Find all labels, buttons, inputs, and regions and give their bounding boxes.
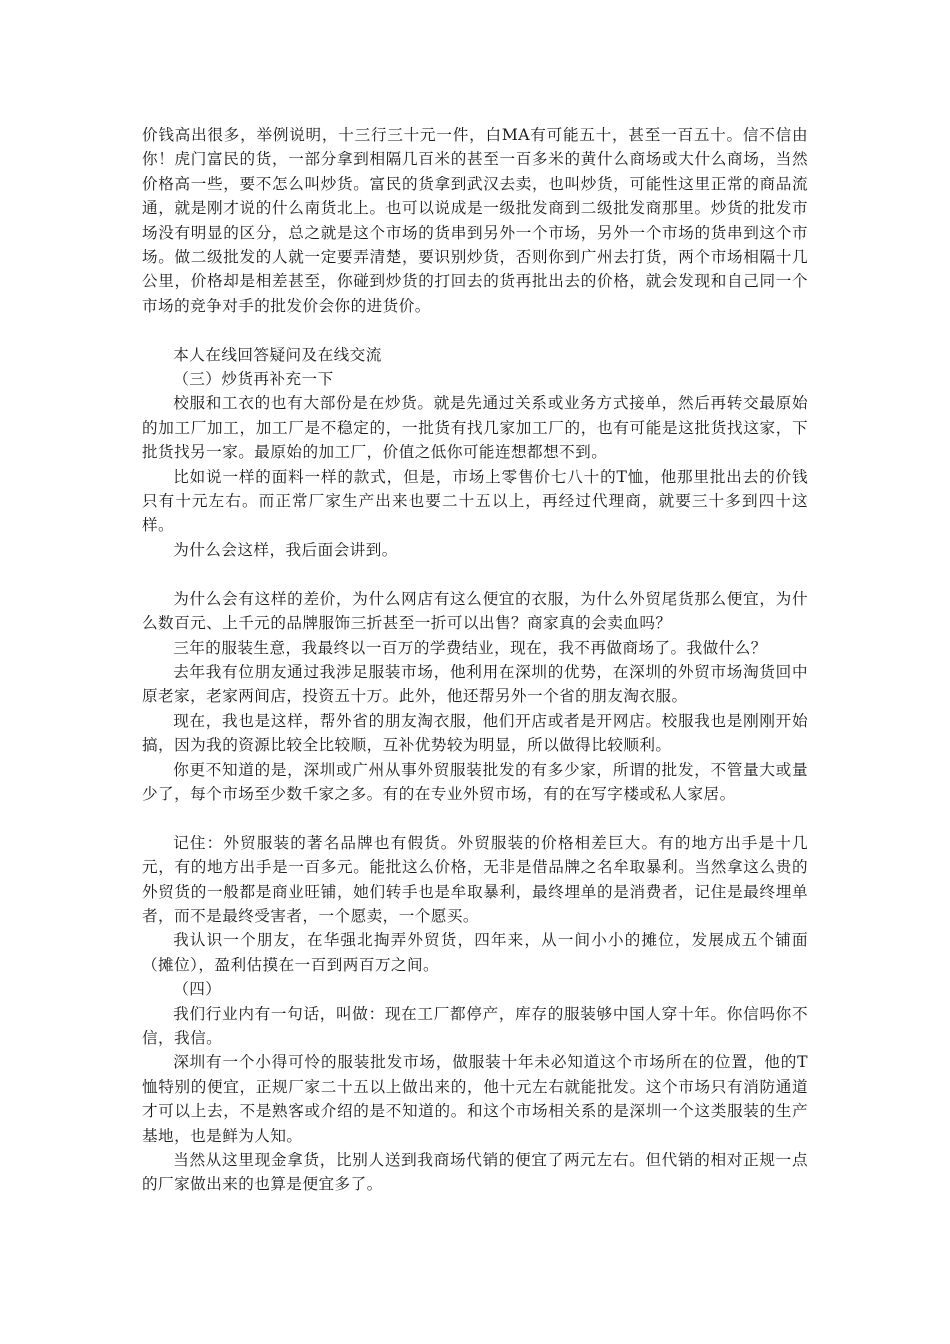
blank-line (142, 318, 808, 342)
paragraph: 当然从这里现金拿货，比别人送到我商场代销的便宜了两元左右。但代销的相对正规一点的厂家做出来的也算是便宜多了。 (142, 1151, 808, 1194)
paragraph: 现在，我也是这样，帮外省的朋友淘衣服，他们开店或者是开网店。校服我也是刚刚开始搞，因为我的资源比较全比较顺，互补优势较为明显，所以做得比较顺利。 (142, 711, 808, 755)
paragraph: 我认识一个朋友，在华强北掏弄外贸货，四年来，从一间小小的摊位，发展成五个铺面（摊位），盈利估摸在一百到两百万之间。 (142, 931, 808, 974)
blank-line (142, 562, 808, 586)
blank-line (142, 806, 808, 830)
paragraph: 三年的服装生意，我最终以一百万的学费结业，现在，我不再做商场了。我做什么？ (173, 638, 767, 657)
paragraph: 为什么会这样，我后面会讲到。 (173, 540, 398, 559)
paragraph: 去年我有位朋友通过我涉足服装市场，他利用在深圳的优势，在深圳的外贸市场淘货回中原老家，老家两间店，投资五十万。此外，他还帮另外一个省的朋友淘衣服。 (142, 662, 808, 706)
paragraph: 本人在线回答疑问及在线交流 (173, 345, 382, 364)
section-heading: （四） (173, 980, 222, 999)
paragraph: 深圳有一个小得可怜的服装批发市场，做服装十年未必知道这个市场所在的位置，他的T恤特别的便宜，正规厂家二十五以上做出来的，他十元左右就能批发。这个市场只有消防通道才可以上去，不是熟客或介绍的是不知道的。和这个市场相关系的是深圳一个这类服装的生产基地，也是鲜为人知。 (142, 1053, 808, 1145)
document-body (142, 123, 808, 1197)
paragraph: 记住：外贸服装的著名品牌也有假货。外贸服装的价格相差巨大。有的地方出手是十几元，有的地方出手是一百多元。能批这么价格，无非是借品牌之名牟取暴利。当然拿这么贵的外贸货的一般都是商业旺铺，她们转手也是牟取暴利，最终埋单的是消费者，记住是最终埋单者，而不是最终受害者，一个愿卖，一个愿买。 (142, 833, 808, 925)
paragraph: 你更不知道的是，深圳或广州从事外贸服装批发的有多少家，所谓的批发，不管量大或量少了，每个市场至少数千家之多。有的在专业外贸市场，有的在写字楼或私人家居。 (142, 760, 808, 803)
section-heading: （三）炒货再补充一下 (173, 370, 334, 389)
paragraph: 校服和工衣的也有大部份是在炒货。就是先通过关系或业务方式接单，然后再转交最原始的加工厂加工，加工厂是不稳定的，一批货有找几家加工厂的，也有可能是这批货找这家，下批货找另一家。最原始的加工厂，价值之低你可能连想都想不到。 (142, 394, 808, 462)
paragraph: 我们行业内有一句话，叫做：现在工厂都停产，库存的服装够中国人穿十年。你信吗你不信，我信。 (142, 1004, 808, 1047)
paragraph: 价钱高出很多，举例说明，十三行三十元一件，白MA有可能五十，甚至一百五十。信不信由你！虎门富民的货，一部分拿到相隔几百米的甚至一百多米的黄什么商场或大什么商场，当然价格高一些，要不怎么叫炒货。富民的货拿到武汉去卖，也叫炒货，可能性这里正常的商品流通，就是刚才说的什么南货北上。也可以说成是一级批发商到二级批发商那里。炒货的批发市场没有明显的区分，总之就是这个市场的货串到另外一个市场，另外一个市场的货串到这个市场。做二级批发的人就一定要弄清楚，要识别炒货，否则你到广州去打货，两个市场相隔十几公里，价格却是相差甚至，你碰到炒货的打回去的货再批出去的价格，就会发现和自己同一个市场的竞争对手的批发价会你的进货价。 (142, 126, 808, 315)
paragraph: 比如说一样的面料一样的款式，但是，市场上零售价七八十的T恤，他那里批出去的价钱只有十元左右。而正常厂家生产出来也要二十五以上，再经过代理商，就要三十多到四十这样。 (142, 467, 808, 535)
paragraph: 为什么会有这样的差价，为什么网店有这么便宜的衣服，为什么外贸尾货那么便宜，为什么数百元、上千元的品牌服饰三折甚至一折可以出售？商家真的会卖血吗？ (142, 589, 808, 633)
